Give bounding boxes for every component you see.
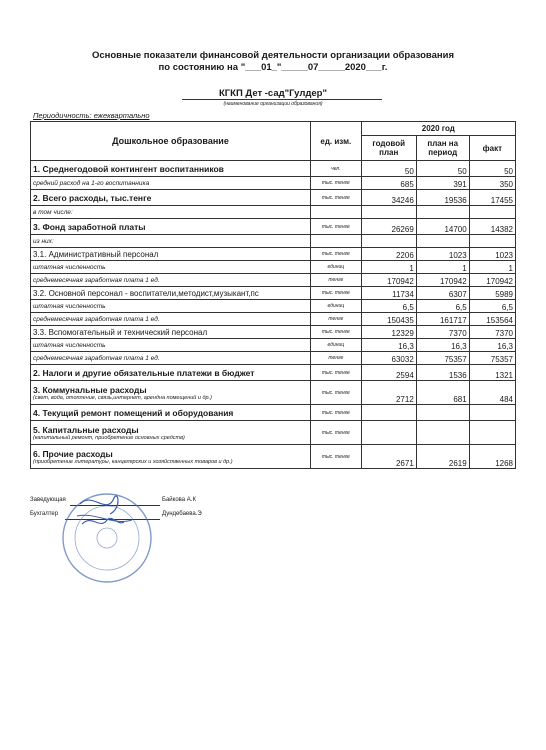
organization-underline bbox=[182, 99, 382, 100]
row-unit: чел. bbox=[310, 161, 361, 177]
row-label bbox=[31, 287, 311, 300]
row-label bbox=[31, 313, 311, 326]
cell-annual-plan: 11734 bbox=[361, 287, 416, 300]
row-unit: тыс. тенге bbox=[310, 421, 361, 445]
header-period-plan: план на период bbox=[416, 136, 469, 161]
cell-period-plan bbox=[416, 421, 469, 445]
cell-fact: 484 bbox=[469, 381, 515, 405]
row-unit: тыс. тенге bbox=[310, 287, 361, 300]
row-label-text: 4. Текущий ремонт помещений и оборудования bbox=[33, 407, 234, 418]
table-row bbox=[31, 381, 516, 405]
cell-fact: 75357 bbox=[469, 352, 515, 365]
row-unit: тыс. тенге bbox=[310, 190, 361, 206]
row-label-text: 3. Коммунальные расходы bbox=[33, 384, 147, 395]
row-sublabel: (капитальный ремонт, приобретение основных средств) bbox=[33, 434, 185, 441]
row-label bbox=[31, 405, 311, 421]
head-name: Байкова А.К bbox=[162, 497, 196, 503]
table-row bbox=[31, 274, 516, 287]
round-stamp-icon bbox=[52, 486, 162, 586]
cell-period-plan: 681 bbox=[416, 381, 469, 405]
row-unit: тыс. тенге bbox=[310, 326, 361, 339]
cell-fact: 17455 bbox=[469, 190, 515, 206]
cell-period-plan: 6,5 bbox=[416, 300, 469, 313]
row-sublabel: (свет, вода, отопление, связь,интернет, арендна помещений и др.) bbox=[33, 394, 212, 401]
row-label-text: 3. Фонд заработной платы bbox=[33, 221, 146, 232]
row-unit: тыс. тенге bbox=[310, 405, 361, 421]
cell-fact: 1023 bbox=[469, 248, 515, 261]
row-label-text: из них: bbox=[33, 237, 54, 245]
table-row bbox=[31, 161, 516, 177]
row-sublabel: (приобретение литературы, канцелярских и хозяйственных товаров и др.) bbox=[33, 458, 233, 465]
cell-period-plan: 2619 bbox=[416, 445, 469, 469]
table-body bbox=[31, 161, 516, 469]
cell-annual-plan: 2712 bbox=[361, 381, 416, 405]
table-row bbox=[31, 339, 516, 352]
row-unit: тыс. тенге bbox=[310, 365, 361, 381]
row-label-text: 2. Всего расходы, тыс.тенге bbox=[33, 192, 152, 203]
row-label-text: 3.1. Административный персонал bbox=[33, 249, 159, 259]
row-label-text: 5. Капитальные расходы bbox=[33, 424, 139, 435]
row-unit: тенге bbox=[310, 274, 361, 287]
row-label bbox=[31, 339, 311, 352]
table-row bbox=[31, 287, 516, 300]
cell-period-plan bbox=[416, 206, 469, 219]
cell-fact: 50 bbox=[469, 161, 515, 177]
cell-annual-plan: 16,3 bbox=[361, 339, 416, 352]
cell-fact: 1268 bbox=[469, 445, 515, 469]
cell-annual-plan: 50 bbox=[361, 161, 416, 177]
row-label bbox=[31, 381, 311, 405]
row-label bbox=[31, 190, 311, 206]
row-unit bbox=[310, 206, 361, 219]
row-label-text: в том числе: bbox=[33, 208, 73, 216]
cell-annual-plan: 34246 bbox=[361, 190, 416, 206]
table-row bbox=[31, 405, 516, 421]
cell-fact: 350 bbox=[469, 177, 515, 190]
cell-period-plan: 16,3 bbox=[416, 339, 469, 352]
row-label-text: 2. Налоги и другие обязательные платежи в бюджет bbox=[33, 367, 255, 378]
cell-annual-plan: 63032 bbox=[361, 352, 416, 365]
cell-fact: 1321 bbox=[469, 365, 515, 381]
row-label-text: 3.2. Основной персонал - воспитатели,методист,музыкант,пс bbox=[33, 288, 259, 298]
row-label bbox=[31, 161, 311, 177]
row-label-text: штатная численность bbox=[33, 341, 106, 349]
cell-annual-plan: 26269 bbox=[361, 219, 416, 235]
row-label bbox=[31, 219, 311, 235]
indicators-table bbox=[30, 121, 516, 469]
header-annual-plan: годовой план bbox=[361, 136, 416, 161]
table-row bbox=[31, 248, 516, 261]
organization-name: КГКП Дет -сад"Гулдер" bbox=[218, 88, 327, 99]
cell-fact bbox=[469, 235, 515, 248]
row-label bbox=[31, 421, 311, 445]
organization-note: (наименование организации образования) bbox=[223, 101, 323, 107]
row-label bbox=[31, 274, 311, 287]
row-label bbox=[31, 445, 311, 469]
cell-period-plan: 50 bbox=[416, 161, 469, 177]
row-label bbox=[31, 235, 311, 248]
cell-period-plan bbox=[416, 235, 469, 248]
cell-annual-plan: 170942 bbox=[361, 274, 416, 287]
row-label bbox=[31, 300, 311, 313]
row-unit: тыс. тенге bbox=[310, 177, 361, 190]
header-name: Дошкольное образование bbox=[31, 122, 311, 161]
header-unit: ед. изм. bbox=[310, 122, 361, 161]
row-label-text: среднемесячная заработная плата 1 ед. bbox=[33, 315, 160, 323]
cell-fact bbox=[469, 421, 515, 445]
row-label-text: средний расход на 1-го воспитанника bbox=[33, 179, 150, 187]
table-row bbox=[31, 445, 516, 469]
row-label bbox=[31, 248, 311, 261]
table-row bbox=[31, 261, 516, 274]
row-unit: единиц bbox=[310, 261, 361, 274]
accountant-name: Дундебаева.Э bbox=[162, 511, 202, 517]
cell-period-plan: 1536 bbox=[416, 365, 469, 381]
row-unit: тыс. тенге bbox=[310, 248, 361, 261]
cell-period-plan: 1023 bbox=[416, 248, 469, 261]
cell-annual-plan: 2671 bbox=[361, 445, 416, 469]
table-row bbox=[31, 177, 516, 190]
cell-period-plan: 391 bbox=[416, 177, 469, 190]
cell-period-plan: 19536 bbox=[416, 190, 469, 206]
row-label-text: среднемесячная заработная плата 1 ед. bbox=[33, 276, 160, 284]
table-row bbox=[31, 421, 516, 445]
cell-fact: 170942 bbox=[469, 274, 515, 287]
row-label bbox=[31, 206, 311, 219]
row-label-text: 3.3. Вспомогательный и технический персонал bbox=[33, 327, 208, 337]
cell-fact bbox=[469, 206, 515, 219]
cell-period-plan: 6307 bbox=[416, 287, 469, 300]
row-label bbox=[31, 326, 311, 339]
cell-period-plan: 75357 bbox=[416, 352, 469, 365]
table-row bbox=[31, 190, 516, 206]
row-unit: единиц bbox=[310, 339, 361, 352]
doc-title-line1: Основные показатели финансовой деятельности организации образования bbox=[91, 50, 455, 61]
row-unit: единиц bbox=[310, 300, 361, 313]
cell-fact: 5989 bbox=[469, 287, 515, 300]
row-label-text: штатная численность bbox=[33, 263, 106, 271]
cell-fact: 1 bbox=[469, 261, 515, 274]
row-label bbox=[31, 365, 311, 381]
cell-annual-plan: 6,5 bbox=[361, 300, 416, 313]
cell-fact: 14382 bbox=[469, 219, 515, 235]
row-unit: тыс. тенге bbox=[310, 219, 361, 235]
cell-period-plan: 1 bbox=[416, 261, 469, 274]
row-label bbox=[31, 261, 311, 274]
table-row bbox=[31, 365, 516, 381]
row-unit bbox=[310, 235, 361, 248]
row-unit: тенге bbox=[310, 352, 361, 365]
row-label-text: 1. Среднегодовой контингент воспитанников bbox=[33, 163, 224, 174]
cell-fact bbox=[469, 405, 515, 421]
row-unit: тыс. тенге bbox=[310, 445, 361, 469]
row-unit: тенге bbox=[310, 313, 361, 326]
cell-fact: 7370 bbox=[469, 326, 515, 339]
head-role: Заведующая bbox=[30, 497, 66, 503]
cell-period-plan: 14700 bbox=[416, 219, 469, 235]
table-row bbox=[31, 326, 516, 339]
cell-fact: 153564 bbox=[469, 313, 515, 326]
row-label-text: 6. Прочие расходы bbox=[33, 448, 113, 459]
header-fact: факт bbox=[469, 136, 515, 161]
header-year: 2020 год bbox=[361, 122, 515, 136]
accountant-role: Бухгалтер bbox=[30, 511, 59, 517]
cell-annual-plan: 12329 bbox=[361, 326, 416, 339]
cell-fact: 6,5 bbox=[469, 300, 515, 313]
cell-annual-plan: 2594 bbox=[361, 365, 416, 381]
cell-annual-plan bbox=[361, 421, 416, 445]
cell-annual-plan bbox=[361, 206, 416, 219]
periodicity: Периодичность: ежеквартально bbox=[33, 111, 150, 120]
cell-annual-plan bbox=[361, 405, 416, 421]
cell-annual-plan: 685 bbox=[361, 177, 416, 190]
cell-period-plan: 161717 bbox=[416, 313, 469, 326]
cell-annual-plan bbox=[361, 235, 416, 248]
doc-title-line2: по состоянию на "___01_"_____07_____2020___г. bbox=[158, 62, 388, 73]
table-row bbox=[31, 313, 516, 326]
table-row bbox=[31, 206, 516, 219]
row-label-text: среднемесячная заработная плата 1 ед. bbox=[33, 354, 160, 362]
row-label-text: штатная численность bbox=[33, 302, 106, 310]
cell-period-plan bbox=[416, 405, 469, 421]
cell-annual-plan: 1 bbox=[361, 261, 416, 274]
table-row bbox=[31, 300, 516, 313]
row-label bbox=[31, 177, 311, 190]
row-label bbox=[31, 352, 311, 365]
table-row bbox=[31, 235, 516, 248]
row-unit: тыс. тенге bbox=[310, 381, 361, 405]
cell-fact: 16,3 bbox=[469, 339, 515, 352]
table-row bbox=[31, 352, 516, 365]
cell-annual-plan: 2206 bbox=[361, 248, 416, 261]
cell-annual-plan: 150435 bbox=[361, 313, 416, 326]
table-row bbox=[31, 219, 516, 235]
cell-period-plan: 7370 bbox=[416, 326, 469, 339]
cell-period-plan: 170942 bbox=[416, 274, 469, 287]
